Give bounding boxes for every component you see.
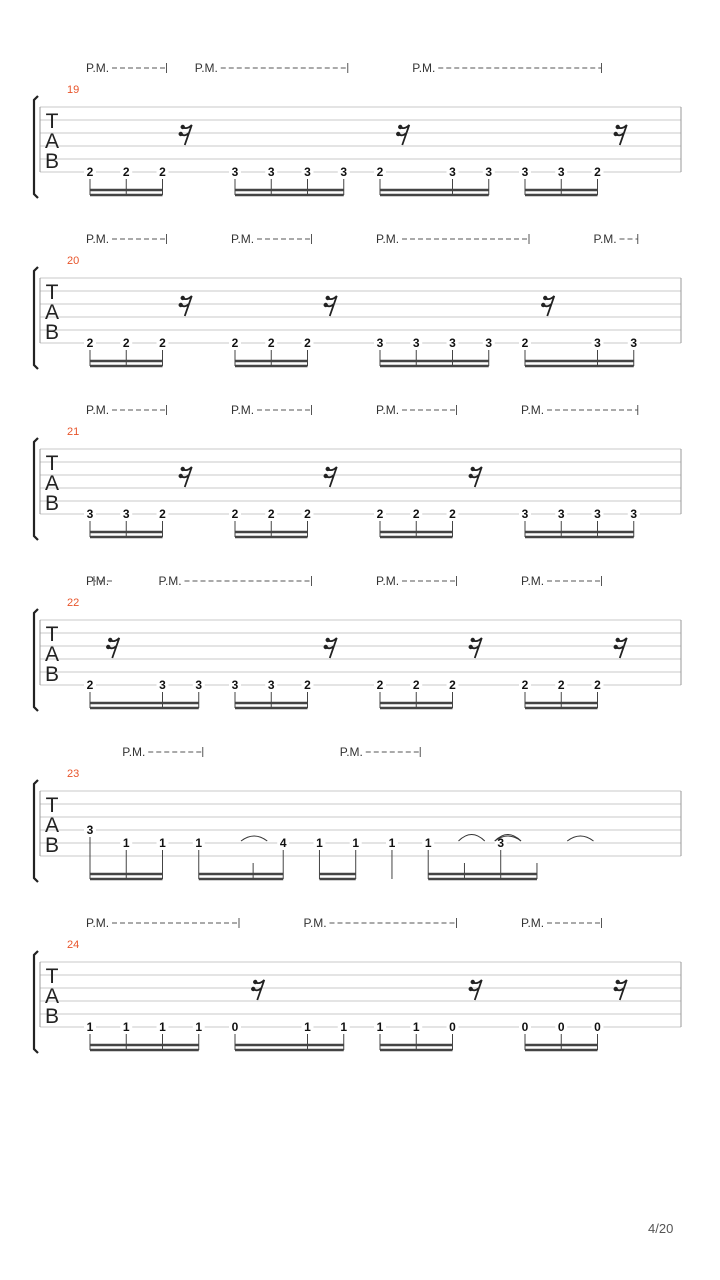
fret-number: 3 <box>340 165 348 179</box>
palm-mute-label: P.M. <box>412 61 436 75</box>
fret-number: 1 <box>86 1020 94 1034</box>
palm-mute-label: P.M. <box>376 403 400 417</box>
palm-mute-label: P.M. <box>339 745 363 759</box>
tab-clef-letter: T <box>45 281 59 304</box>
fret-number: 2 <box>304 336 311 350</box>
rest-dot <box>253 980 257 984</box>
rest-dot <box>326 467 330 471</box>
fret-number: 2 <box>521 336 529 350</box>
fret-number: 2 <box>122 336 130 350</box>
rest-dot <box>541 303 545 307</box>
tab-clef-letter: T <box>45 452 59 475</box>
fret-number: 1 <box>412 1020 420 1034</box>
fret-number: 2 <box>376 507 384 521</box>
palm-mute-label: P.M. <box>521 916 545 930</box>
fret-number: 0 <box>521 1020 529 1034</box>
tab-clef-letter: B <box>44 663 60 686</box>
rest-dot <box>396 132 400 136</box>
tie-arc <box>567 836 593 841</box>
fret-number: 2 <box>449 678 456 692</box>
palm-mute-label: P.M. <box>86 916 110 930</box>
fret-number: 0 <box>594 1020 601 1034</box>
fret-number: 3 <box>231 165 239 179</box>
fret-number: 2 <box>376 678 384 692</box>
tab-system <box>34 403 681 540</box>
tab-clef-letter: B <box>44 1005 60 1028</box>
tab-clef-letter: B <box>44 492 60 515</box>
fret-number: 3 <box>86 507 94 521</box>
palm-mute-label: P.M. <box>303 916 327 930</box>
rest-dot <box>324 474 328 478</box>
tab-system <box>34 61 681 198</box>
fret-number: 3 <box>412 336 420 350</box>
tab-system <box>34 574 681 711</box>
rest-dot <box>251 987 255 991</box>
fret-number: 2 <box>159 165 166 179</box>
fret-number: 3 <box>630 336 638 350</box>
fret-number: 3 <box>304 165 311 179</box>
fret-number: 3 <box>449 165 456 179</box>
rest-dot <box>326 296 330 300</box>
tab-clef-letter: T <box>45 965 59 988</box>
fret-number: 3 <box>449 336 456 350</box>
tab-clef-letter: A <box>44 130 60 153</box>
tab-system <box>34 745 681 882</box>
rest-dot <box>179 132 183 136</box>
palm-mute-label: P.M. <box>231 403 255 417</box>
tab-system <box>34 916 681 1053</box>
fret-number: 3 <box>195 678 203 692</box>
fret-number: 1 <box>316 836 323 850</box>
system-bracket <box>34 96 38 198</box>
fret-number: 2 <box>594 678 601 692</box>
fret-number: 2 <box>86 165 94 179</box>
palm-mute-label: P.M. <box>376 574 400 588</box>
bar-number: 19 <box>67 84 80 96</box>
fret-number: 1 <box>122 1020 130 1034</box>
fret-number: 2 <box>412 507 420 521</box>
system-bracket <box>34 438 38 540</box>
fret-number: 2 <box>376 165 384 179</box>
fret-number: 2 <box>159 507 166 521</box>
rest-dot <box>181 125 185 129</box>
bar-number: 22 <box>67 597 80 609</box>
tab-clef-letter: A <box>44 985 60 1008</box>
rest-dot <box>471 980 475 984</box>
fret-number: 3 <box>557 165 565 179</box>
rest-dot <box>543 296 547 300</box>
fret-number: 2 <box>304 507 311 521</box>
tab-system <box>34 232 681 369</box>
fret-number: 2 <box>521 678 529 692</box>
rest-dot <box>471 467 475 471</box>
palm-mute-label: P.M. <box>521 574 545 588</box>
fret-number: 3 <box>267 165 275 179</box>
tab-clef-letter: A <box>44 472 60 495</box>
fret-number: 3 <box>630 507 638 521</box>
fret-number: 3 <box>521 507 529 521</box>
tab-clef-letter: T <box>45 794 59 817</box>
fret-number: 3 <box>594 336 601 350</box>
palm-mute-label: P.M. <box>231 232 255 246</box>
system-bracket <box>34 267 38 369</box>
tab-clef-letter: T <box>45 110 59 133</box>
fret-number: 2 <box>86 678 94 692</box>
fret-number: 2 <box>122 165 130 179</box>
fret-number: 1 <box>376 1020 384 1034</box>
fret-number: 2 <box>231 336 239 350</box>
bar-number: 23 <box>67 768 80 780</box>
rest-dot <box>179 474 183 478</box>
fret-number: 2 <box>412 678 420 692</box>
rest-dot <box>469 645 473 649</box>
fret-number: 2 <box>159 336 166 350</box>
fret-number: 0 <box>231 1020 239 1034</box>
fret-number: 0 <box>557 1020 565 1034</box>
fret-number: 3 <box>485 336 493 350</box>
fret-number: 3 <box>122 507 130 521</box>
fret-number: 1 <box>122 836 130 850</box>
system-bracket <box>34 780 38 882</box>
fret-number: 3 <box>521 165 529 179</box>
fret-number: 1 <box>304 1020 311 1034</box>
rest-dot <box>398 125 402 129</box>
fret-number: 1 <box>159 1020 166 1034</box>
palm-mute-label: P.M. <box>122 745 146 759</box>
fret-number: 2 <box>231 507 239 521</box>
rest-dot <box>181 296 185 300</box>
system-bracket <box>34 951 38 1053</box>
fret-number: 2 <box>594 165 601 179</box>
fret-number: 3 <box>485 165 493 179</box>
fret-number: 4 <box>279 836 287 850</box>
rest-dot <box>616 980 620 984</box>
palm-mute-label: P.M. <box>194 61 218 75</box>
fret-number: 3 <box>497 836 505 850</box>
rest-dot <box>614 987 618 991</box>
bar-number: 20 <box>67 255 80 267</box>
fret-number: 3 <box>376 336 384 350</box>
palm-mute-label: P.M. <box>86 61 110 75</box>
palm-mute-label: P.M. <box>376 232 400 246</box>
fret-number: 3 <box>594 507 601 521</box>
tab-clef-letter: T <box>45 623 59 646</box>
tab-clef-letter: B <box>44 321 60 344</box>
rest-dot <box>324 303 328 307</box>
rest-dot <box>616 125 620 129</box>
rest-dot <box>181 467 185 471</box>
fret-number: 2 <box>449 507 456 521</box>
palm-mute-label: P.M. <box>593 232 617 246</box>
fret-number: 1 <box>352 836 360 850</box>
rest-dot <box>614 645 618 649</box>
fret-number: 1 <box>159 836 166 850</box>
palm-mute-label: P.M. <box>158 574 182 588</box>
fret-number: 3 <box>557 507 565 521</box>
rest-dot <box>616 638 620 642</box>
fret-number: 1 <box>340 1020 348 1034</box>
fret-number: 2 <box>557 678 565 692</box>
rest-dot <box>324 645 328 649</box>
fret-number: 1 <box>424 836 432 850</box>
fret-number: 3 <box>267 678 275 692</box>
palm-mute-label: P.M. <box>521 403 545 417</box>
rest-dot <box>469 474 473 478</box>
tie-arc <box>459 835 485 842</box>
bar-number: 21 <box>67 426 80 438</box>
fret-number: 2 <box>267 507 275 521</box>
rest-dot <box>108 638 112 642</box>
fret-number: 2 <box>304 678 311 692</box>
rest-dot <box>106 645 110 649</box>
tab-clef-letter: A <box>44 814 60 837</box>
rest-dot <box>471 638 475 642</box>
palm-mute-label: P.M. <box>86 403 110 417</box>
fret-number: 2 <box>86 336 94 350</box>
palm-mute-label: P.M. <box>86 232 110 246</box>
fret-number: 3 <box>231 678 239 692</box>
tab-clef-letter: A <box>44 301 60 324</box>
fret-number: 3 <box>86 823 94 837</box>
page-number: 4/20 <box>648 1221 674 1236</box>
rest-dot <box>179 303 183 307</box>
fret-number: 1 <box>388 836 396 850</box>
fret-number: 0 <box>449 1020 456 1034</box>
tab-clef-letter: B <box>44 834 60 857</box>
palm-mute-label: P.M. <box>86 574 110 588</box>
fret-number: 1 <box>195 1020 203 1034</box>
bar-number: 24 <box>67 939 80 951</box>
rest-dot <box>469 987 473 991</box>
rest-dot <box>614 132 618 136</box>
system-bracket <box>34 609 38 711</box>
tie-arc <box>241 836 267 841</box>
fret-number: 1 <box>195 836 203 850</box>
fret-number: 3 <box>159 678 166 692</box>
tab-clef-letter: B <box>44 150 60 173</box>
fret-number: 2 <box>267 336 275 350</box>
rest-dot <box>326 638 330 642</box>
tab-clef-letter: A <box>44 643 60 666</box>
